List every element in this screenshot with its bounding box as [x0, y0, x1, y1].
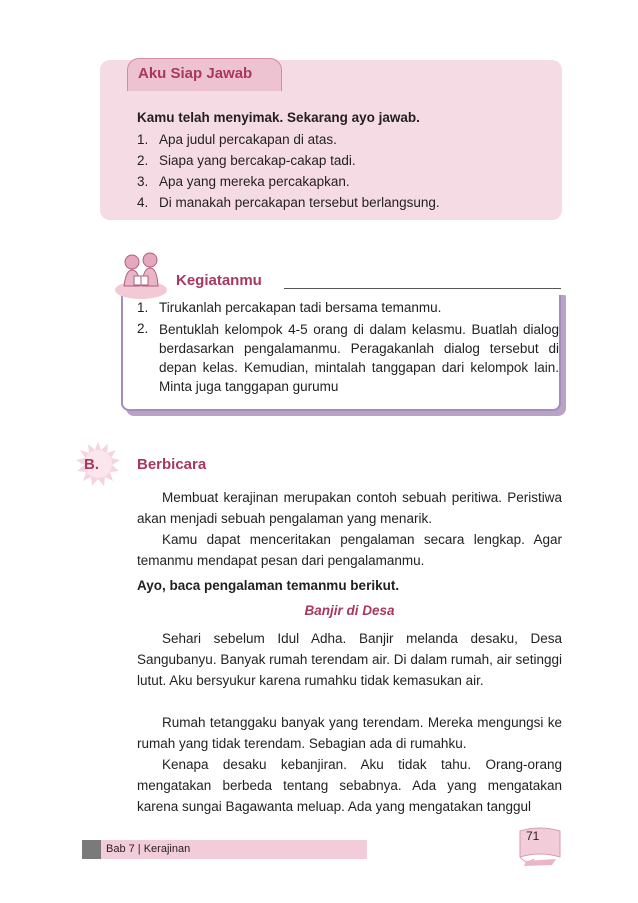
question-text: Di manakah percakapan tersebut berlangsung.: [159, 195, 440, 210]
section-title: Berbicara: [137, 456, 207, 473]
aku-siap-jawab-title: Aku Siap Jawab: [138, 65, 253, 82]
reading-prompt: Ayo, baca pengalaman temanmu berikut.: [137, 578, 400, 593]
question-text: Apa yang mereka percakapkan.: [159, 174, 350, 189]
question-number: 1.: [137, 132, 149, 147]
question-text: Apa judul percakapan di atas.: [159, 132, 337, 147]
footer-chapter: Bab 7 | Kerajinan: [106, 843, 191, 855]
question-number: 2.: [137, 153, 149, 168]
question-item: [137, 195, 440, 210]
question-item: [137, 174, 350, 189]
footer-marker: [82, 840, 101, 859]
question-item: [137, 153, 356, 168]
activity-number: 2.: [137, 321, 149, 336]
body-paragraph: Membuat kerajinan merupakan contoh sebuah peritiwa. Peristiwa akan menjadi sebuah pengalaman yang menarik.: [137, 490, 562, 526]
story-paragraph: Sehari sebelum Idul Adha. Banjir melanda desaku, Desa Sangubanyu. Banyak rumah terendam air. Di dalam rumah, air setinggi lutut. Aku bersyukur karena rumahku tidak kemasukan air.: [137, 631, 562, 688]
story-paragraph: Rumah tetanggaku banyak yang terendam. Mereka mengungsi ke rumah yang tidak terendam. Sebagian ada di rumahku.: [137, 715, 562, 751]
aku-siap-jawab-intro: Kamu telah menyimak. Sekarang ayo jawab.: [137, 110, 420, 125]
kegiatanmu-rule: [284, 288, 561, 289]
question-number: 4.: [137, 195, 149, 210]
children-reading-illustration-icon: [112, 244, 170, 302]
question-number: 3.: [137, 174, 149, 189]
story-paragraph: Kenapa desaku kebanjiran. Aku tidak tahu. Orang-orang mengatakan berbeda tentang sebabnya. Ada yang mengatakan karena sungai Bagawanta meluap. Ada yang mengatakan tanggul: [137, 757, 562, 814]
question-text: Siapa yang bercakap-cakap tadi.: [159, 153, 356, 168]
activity-number: 1.: [137, 300, 149, 315]
question-item: [137, 132, 337, 147]
section-letter: B.: [84, 456, 99, 473]
kegiatanmu-title: Kegiatanmu: [176, 272, 262, 289]
body-paragraph: Kamu dapat menceritakan pengalaman secara lengkap. Agar temanmu mendapat pesan dari pengalamanmu.: [137, 532, 562, 568]
page-number: 71: [526, 829, 540, 843]
activity-item: [137, 300, 441, 315]
story-title: Banjir di Desa: [304, 603, 395, 618]
activity-text: Tirukanlah percakapan tadi bersama temanmu.: [159, 300, 442, 315]
activity-text: Bentuklah kelompok 4-5 orang di dalam kelasmu. Buatlah dialog berdasarkan pengalamanmu. Peragakanlah dialog tersebut di depan kelas. Kemudian, mintalah tanggapan dari kelompok lain. Minta juga tanggapan gurumu: [159, 322, 559, 394]
page-number-scroll-icon: [516, 825, 564, 867]
